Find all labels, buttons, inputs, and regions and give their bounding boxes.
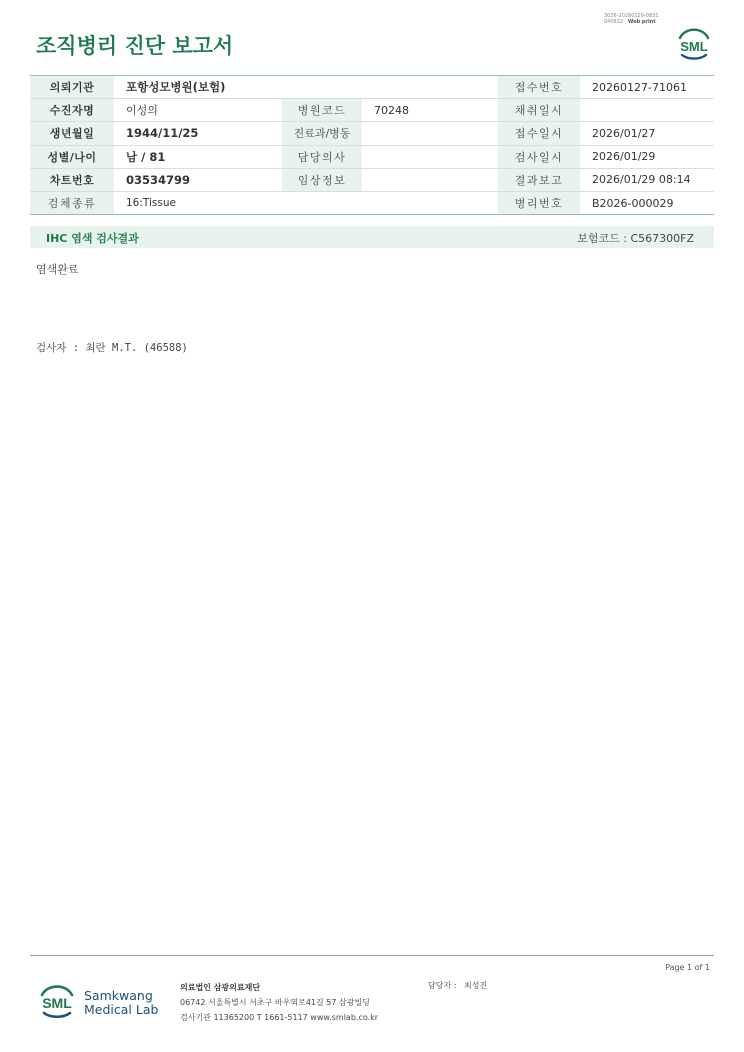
sml-footer-logo (36, 982, 78, 1022)
birth-date-value: 1944/11/25 (114, 122, 282, 145)
receipt-date-label: 접수일시 (498, 122, 580, 145)
collection-date-label: 채취일시 (498, 99, 580, 122)
sml-logo (674, 26, 714, 64)
patient-name-label: 수진자명 (30, 99, 114, 122)
brand-name (84, 989, 158, 1017)
pathology-no-label: 병리번호 (498, 191, 580, 214)
web-print-label: Web print (627, 19, 656, 25)
department-value (362, 122, 498, 145)
exam-date-label: 검사일시 (498, 145, 580, 168)
examiner-text: 검사자 : 최란 M.T. (46588) (36, 342, 188, 354)
department-label: 진료과/병동 (282, 122, 362, 145)
org-address: 06742 서울특별시 서초구 바우뫼로41길 57 삼광빌딩 (180, 998, 370, 1007)
sex-age-label: 성별/나이 (30, 145, 114, 168)
result-text: 염색완료 (36, 263, 79, 276)
patient-info-table (30, 75, 714, 215)
doctor-value (362, 145, 498, 168)
result-report-label: 결과보고 (498, 168, 580, 191)
svg-text:SML: SML (42, 995, 72, 1011)
chart-no-label: 차트번호 (30, 168, 114, 191)
doctor-label: 담당의사 (282, 145, 362, 168)
org-contact: 검사기관 11365200 T 1661-5117 www.smlab.co.kr (180, 1013, 379, 1022)
print-code (604, 13, 659, 25)
info-row (30, 145, 714, 168)
requesting-org-label: 의뢰기관 (30, 76, 114, 99)
section-title: IHC 염색 검사결과 (46, 232, 139, 245)
collection-date-value (580, 99, 714, 122)
result-section-header (30, 226, 714, 248)
specimen-type-value: 16:Tissue (114, 191, 498, 214)
receipt-no-value: 20260127-71061 (580, 76, 714, 99)
birth-date-label: 생년월일 (30, 122, 114, 145)
org-info (180, 980, 378, 1025)
svg-text:SML: SML (680, 39, 708, 54)
sex-age-value: 남 / 81 (114, 145, 282, 168)
result-report-value: 2026/01/29 08:14 (580, 168, 714, 191)
info-row (30, 76, 714, 99)
page-number: Page 1 of 1 (665, 963, 710, 972)
hospital-code-label: 병원코드 (282, 99, 362, 122)
chart-no-value: 03534799 (114, 168, 282, 191)
footer-divider (30, 955, 714, 956)
manager-text: 담당자 : 최성진 (428, 981, 488, 990)
report-title: 조직병리 진단 보고서 (36, 34, 234, 58)
patient-name-value: 이성의 (114, 99, 282, 122)
requesting-org-value: 포항성모병원(보험) (114, 76, 498, 99)
specimen-type-label: 검체종류 (30, 191, 114, 214)
info-row (30, 168, 714, 191)
org-name: 의료법인 삼광의료재단 (180, 983, 261, 992)
print-code-line1: 3036-20260129-0831 (604, 13, 659, 19)
clinical-info-value (362, 168, 498, 191)
hospital-code-value: 70248 (362, 99, 498, 122)
pathology-no-value: B2026-000029 (580, 191, 714, 214)
clinical-info-label: 임상정보 (282, 168, 362, 191)
print-code-line2: 040822 (604, 19, 624, 25)
exam-date-value: 2026/01/29 (580, 145, 714, 168)
brand-line2: Medical Lab (84, 1002, 159, 1017)
info-row (30, 122, 714, 145)
insurance-code: 보험코드 : C567300FZ (577, 232, 694, 245)
info-row (30, 99, 714, 122)
receipt-date-value: 2026/01/27 (580, 122, 714, 145)
brand-line1: Samkwang (84, 988, 153, 1003)
info-row (30, 191, 714, 214)
receipt-no-label: 접수번호 (498, 76, 580, 99)
